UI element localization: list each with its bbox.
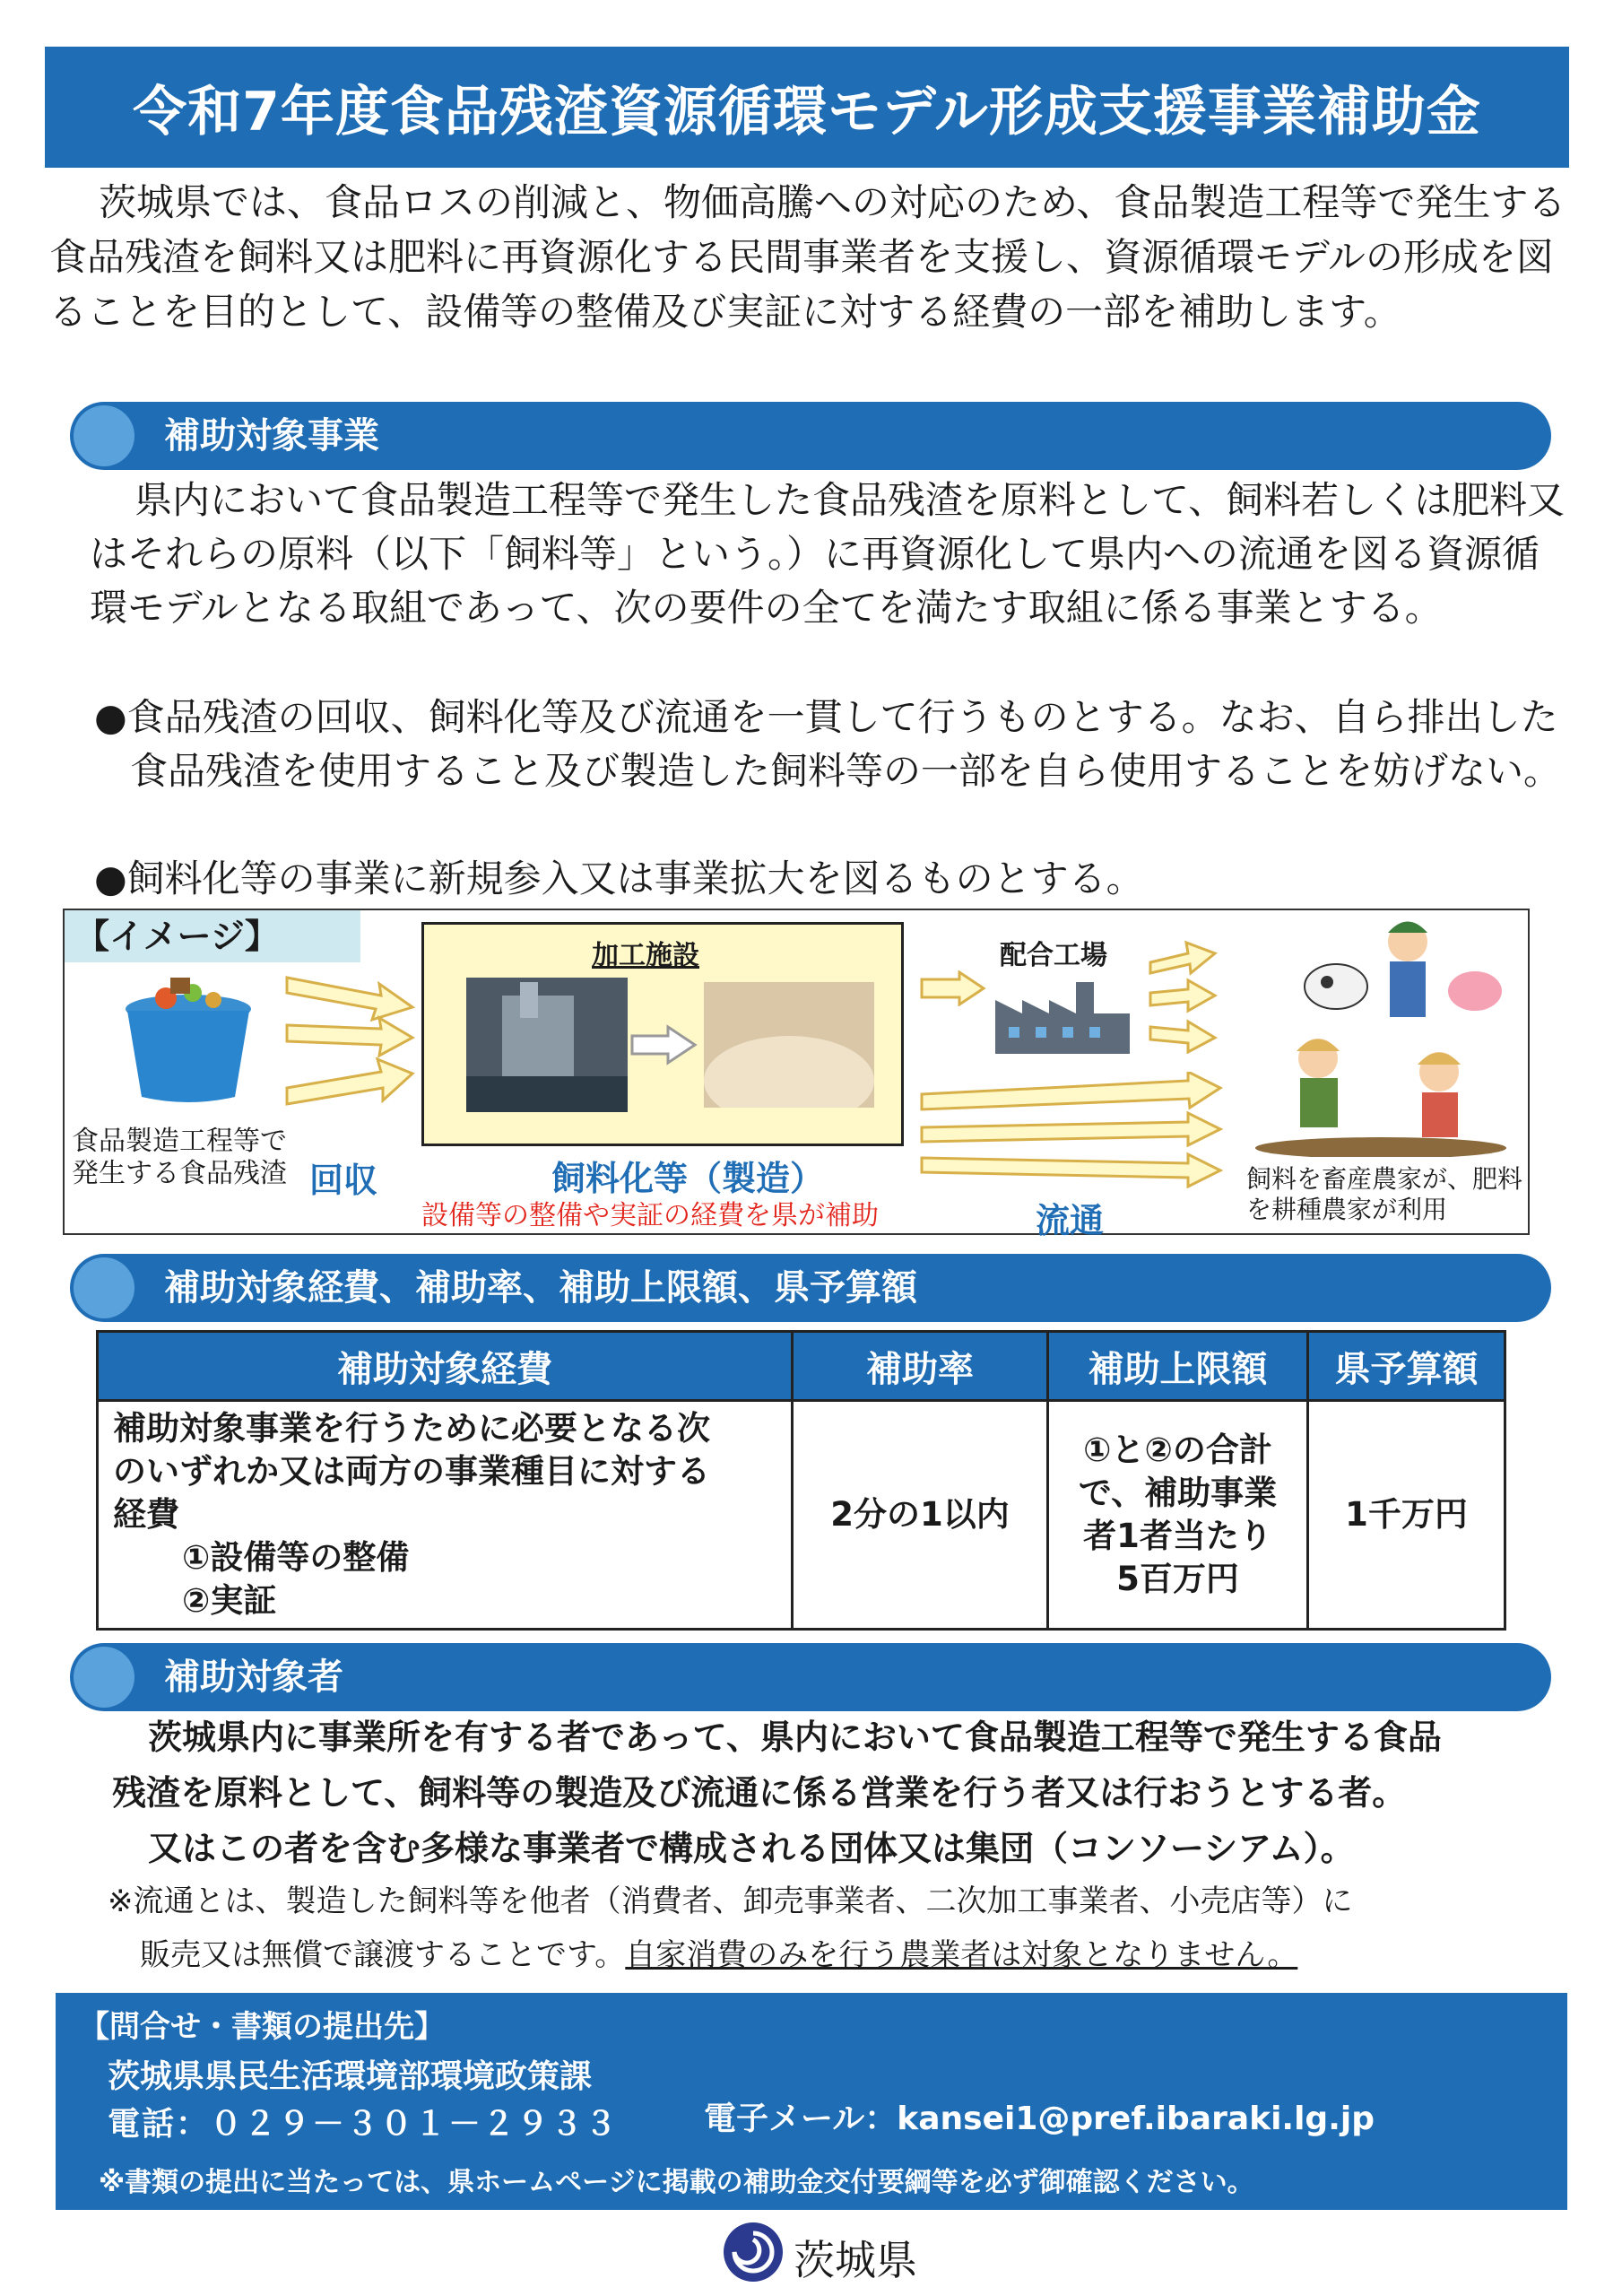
section-header-eligible	[70, 1643, 1551, 1711]
section-bullet-icon	[74, 405, 134, 466]
rate-cell: 2分の1以内	[793, 1401, 1048, 1630]
eligible-line: 残渣を原料として、飼料等の製造及び流通に係る営業を行う者又は行おうとする者。	[112, 1773, 1407, 1813]
factory-icon	[995, 973, 1130, 1054]
limit-cell	[1048, 1401, 1308, 1630]
column-header: 補助率	[793, 1332, 1048, 1401]
budget-cell: 1千万円	[1308, 1401, 1505, 1630]
table-row	[98, 1401, 1505, 1630]
logo-text: 茨城県	[794, 2236, 917, 2284]
note-text: 販売又は無償で譲渡することです。	[140, 1937, 626, 1973]
expense-cell	[98, 1401, 793, 1630]
column-header: 補助上限額	[1048, 1332, 1308, 1401]
image-tag: 【イメージ】	[65, 910, 360, 962]
expense-line: ①設備等の整備	[149, 1538, 410, 1577]
section-title: 補助対象事業	[164, 415, 379, 457]
to-factory-arrow-icon	[919, 970, 986, 1006]
expense-line: のいずれか又は両方の事業種目に対する	[113, 1452, 710, 1491]
column-header: 補助対象経費	[98, 1332, 793, 1401]
page-title: 令和7年度食品残渣資源循環モデル形成支援事業補助金	[45, 47, 1569, 168]
crop-farmer-icon	[1255, 1022, 1506, 1157]
note-line: ※流通とは、製造した飼料等を他者（消費者、卸売事業者、二次加工事業者、小売店等）に	[108, 1883, 1353, 1919]
section-header-expenses	[70, 1254, 1551, 1322]
collect-label: 回収	[309, 1161, 378, 1200]
section-title: 補助対象者	[164, 1657, 343, 1698]
prefecture-logo	[708, 2215, 924, 2287]
facility-photo-icon	[466, 978, 628, 1112]
livestock-farmer-icon	[1300, 915, 1506, 1022]
plant-title: 加工施設	[592, 940, 699, 971]
subsidy-note: 設備等の整備や実証の経費を県が補助	[421, 1200, 879, 1231]
expense-line: 補助対象事業を行うために必要となる次	[113, 1409, 710, 1448]
eligible-line: 又はこの者を含む多様な事業者で構成される団体又は集団（コンソーシアム）。	[148, 1829, 1355, 1868]
requirement-item: ●食品残渣の回収、飼料化等及び流通を一貫して行うものとする。なお、自ら排出した食品残渣を使用すること及び製造した飼料等の一部を自ら使用することを妨げない。	[94, 695, 1562, 793]
section-bullet-icon	[74, 1257, 134, 1318]
limit-line: で、補助事業	[1078, 1474, 1278, 1512]
contact-email[interactable]: 電子メール：kansei1@pref.ibaraki.lg.jp	[704, 2100, 1375, 2137]
distribution-label: 流通	[1036, 1201, 1105, 1240]
process-arrow-icon	[628, 1022, 699, 1067]
limit-line: 者1者当たり	[1083, 1517, 1272, 1555]
note-emphasis: 自家消費のみを行う農業者は対象となりません。	[625, 1937, 1298, 1973]
target-project-paragraph: 県内において食品製造工程等で発生した食品残渣を原料として、飼料若しくは肥料又はそれらの原料（以下「飼料等」という。）に再資源化して県内への流通を図る資源循環モデルとなる取組であって、次の要件の全てを満たす取組に係る事業とする。	[90, 478, 1566, 630]
contact-notice: ※書類の提出に当たっては、県ホームページに掲載の補助金交付要綱等を必ず御確認ください。	[99, 2167, 1254, 2198]
distribution-arrows-icon	[919, 1072, 1224, 1188]
section-title: 補助対象経費、補助率、補助上限額、県予算額	[164, 1267, 917, 1309]
column-header: 県予算額	[1308, 1332, 1505, 1401]
requirement-item: ●飼料化等の事業に新規参入又は事業拡大を図るものとする。	[94, 857, 1144, 900]
section-bullet-icon	[74, 1647, 134, 1708]
subsidy-table	[96, 1330, 1506, 1631]
limit-line: 5百万円	[1116, 1560, 1239, 1598]
expense-line: ②実証	[149, 1581, 277, 1620]
contact-phone: 電話：０２９－３０１－２９３３	[108, 2106, 620, 2143]
factory-label: 配合工場	[1000, 940, 1107, 971]
process-label: 飼料化等（製造）	[551, 1159, 825, 1198]
eligible-line: 茨城県内に事業所を有する者であって、県内において食品製造工程等で発生する食品	[148, 1718, 1442, 1757]
note-line	[108, 1928, 1560, 1982]
contact-heading: 【問合せ・書類の提出先】	[79, 2009, 445, 2045]
expense-line: 経費	[113, 1495, 179, 1534]
limit-line: ①と②の合計	[1083, 1431, 1272, 1469]
section-header-target-project	[70, 402, 1551, 470]
factory-output-arrows-icon	[1148, 937, 1219, 1054]
ibaraki-emblem-icon	[722, 2221, 785, 2283]
source-caption: 食品製造工程等で発生する食品残渣	[72, 1126, 287, 1189]
collect-arrows-icon	[282, 973, 417, 1117]
food-waste-bucket-icon	[117, 973, 260, 1108]
intro-paragraph: 茨城県では、食品ロスの削減と、物価高騰への対応のため、食品製造工程等で発生する食品残渣を飼料又は肥料に再資源化する民間事業者を支援し、資源循環モデルの形成を図ることを目的として、設備等の整備及び実証に対する経費の一部を補助します。	[49, 180, 1566, 334]
farm-caption: 飼料を畜産農家が、肥料を耕種農家が利用	[1246, 1164, 1523, 1224]
contact-department: 茨城県県民生活環境部環境政策課	[108, 2058, 593, 2095]
feed-product-photo-icon	[704, 982, 874, 1108]
